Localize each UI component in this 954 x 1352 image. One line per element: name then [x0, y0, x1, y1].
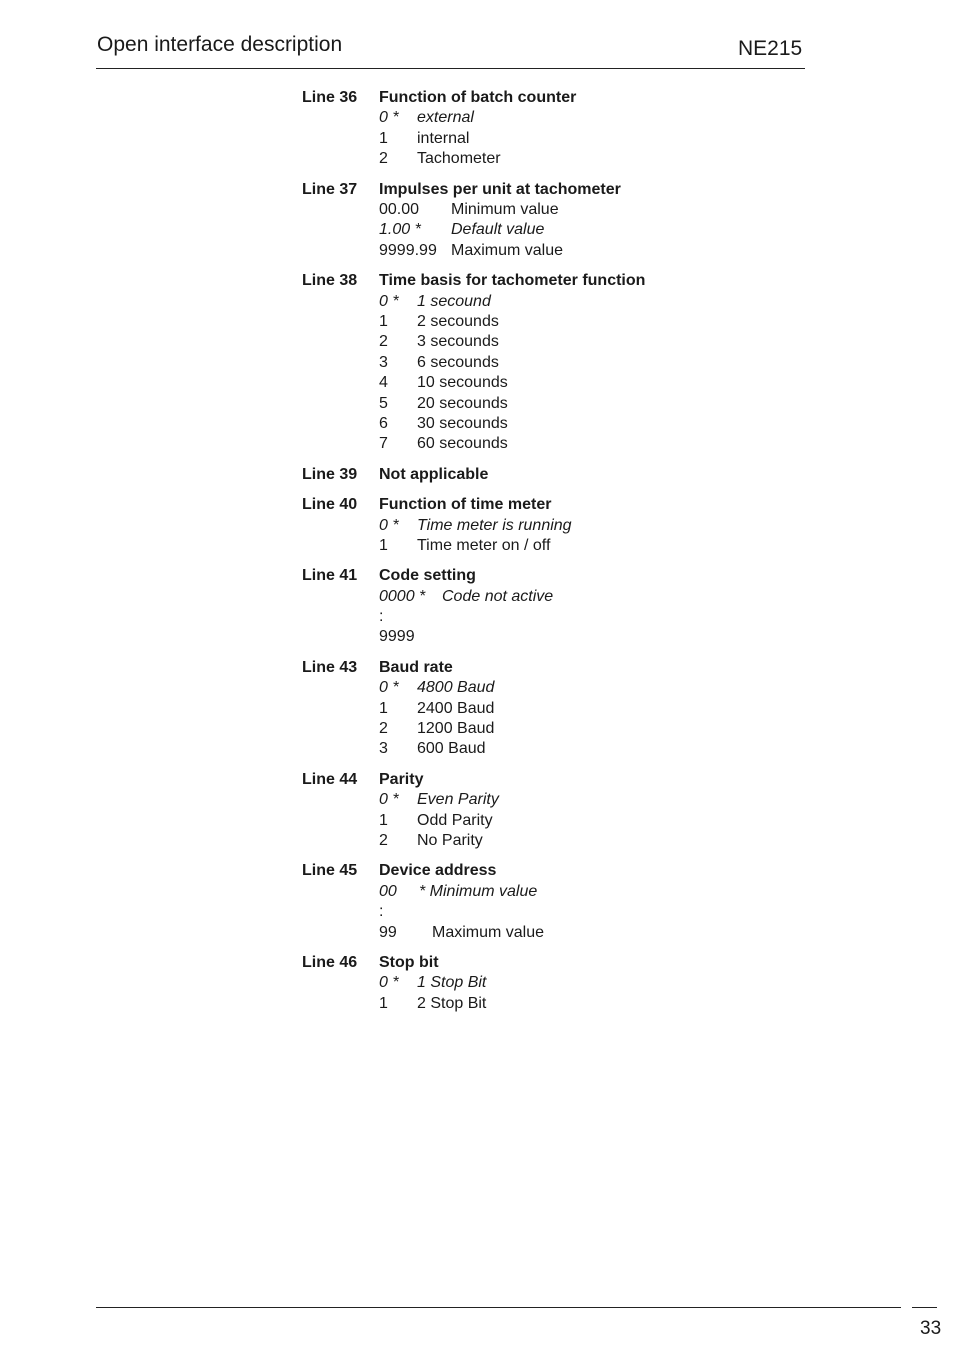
- option-row: [379, 973, 954, 993]
- option-description: 1 secound: [417, 292, 491, 310]
- option-code: 7: [379, 435, 388, 453]
- option-row: [379, 994, 954, 1014]
- line-number: Line 37: [302, 180, 358, 198]
- option-row: [379, 719, 954, 739]
- option-description: Time meter is running: [417, 516, 572, 534]
- option-row: [379, 923, 954, 943]
- option-description: 2400 Baud: [417, 699, 495, 717]
- option-code: 5: [379, 394, 388, 412]
- option-description: Even Parity: [417, 791, 499, 809]
- option-code: 1: [379, 536, 388, 554]
- option-row: [379, 108, 954, 128]
- section-body: [379, 566, 954, 648]
- section-body: [379, 953, 954, 1014]
- option-row: [379, 516, 954, 536]
- option-row: [379, 678, 954, 698]
- option-code: 2: [379, 333, 388, 351]
- option-row: [379, 627, 954, 647]
- option-row: [379, 902, 954, 922]
- line-number: Line 43: [302, 658, 358, 676]
- parameter-section: [0, 88, 954, 170]
- option-row: [379, 831, 954, 851]
- page-number: 33: [920, 1318, 942, 1339]
- parameter-section: [0, 861, 954, 943]
- option-row: [379, 292, 954, 312]
- option-description: 60 secounds: [417, 435, 508, 453]
- option-code: 0 *: [379, 974, 399, 992]
- option-description: 4800 Baud: [417, 679, 495, 697]
- section-title: Function of time meter: [379, 496, 552, 514]
- option-description: Tachometer: [417, 150, 501, 168]
- line-number: Line 44: [302, 770, 358, 788]
- option-description: 6 secounds: [417, 353, 499, 371]
- option-description: 10 secounds: [417, 374, 508, 392]
- option-description: Odd Parity: [417, 811, 493, 829]
- parameter-section: [0, 495, 954, 556]
- option-code: 2: [379, 150, 388, 168]
- option-description: 2 Stop Bit: [417, 994, 487, 1012]
- option-description: Maximum value: [451, 241, 564, 259]
- option-code: 4: [379, 374, 388, 392]
- option-description: No Parity: [417, 832, 483, 850]
- option-description: Time meter on / off: [417, 536, 551, 554]
- section-title: Baud rate: [379, 658, 453, 676]
- header-rule: [96, 68, 805, 69]
- option-row: [379, 699, 954, 719]
- footer-rule-short: [912, 1307, 937, 1308]
- parameter-list: [0, 88, 954, 1024]
- section-title: Parity: [379, 770, 424, 788]
- option-code: 3: [379, 740, 388, 758]
- option-code: 1.00 *: [379, 221, 421, 239]
- section-title: Impulses per unit at tachometer: [379, 180, 621, 198]
- option-description: 600 Baud: [417, 740, 486, 758]
- option-row: [379, 220, 954, 240]
- option-code: 99: [379, 923, 397, 941]
- line-number: Line 40: [302, 496, 358, 514]
- parameter-section: [0, 566, 954, 648]
- parameter-section: [0, 770, 954, 852]
- option-row: [379, 394, 954, 414]
- parameter-section: [0, 465, 954, 485]
- line-number: Line 36: [302, 89, 358, 106]
- option-code: 00: [379, 882, 397, 900]
- option-code: 0 *: [379, 292, 399, 310]
- option-row: [379, 414, 954, 434]
- parameter-section: [0, 953, 954, 1014]
- footer-rule: [96, 1307, 901, 1308]
- option-description: internal: [417, 129, 470, 147]
- parameter-section: [0, 658, 954, 760]
- option-description: Maximum value: [432, 923, 545, 941]
- option-code: 2: [379, 720, 388, 738]
- option-code: 2: [379, 832, 388, 850]
- option-row: [379, 332, 954, 352]
- option-row: [379, 373, 954, 393]
- option-description: Minimum value: [451, 200, 559, 218]
- option-row: [379, 241, 954, 261]
- line-number: Line 46: [302, 953, 358, 971]
- option-code: :: [379, 608, 384, 626]
- section-title: Function of batch counter: [379, 89, 577, 106]
- option-row: [379, 739, 954, 759]
- section-body: [379, 770, 954, 852]
- option-code: 1: [379, 699, 388, 717]
- section-body: [379, 658, 954, 760]
- option-description: 30 secounds: [417, 414, 508, 432]
- option-code: 1: [379, 129, 388, 147]
- section-body: [379, 495, 954, 556]
- option-row: [379, 587, 954, 607]
- document-title: Open interface description: [97, 33, 343, 56]
- option-description: * Minimum value: [419, 882, 538, 900]
- option-row: [379, 882, 954, 902]
- option-row: [379, 434, 954, 454]
- option-description: 3 secounds: [417, 333, 499, 351]
- line-number: Line 45: [302, 862, 358, 880]
- option-row: [379, 312, 954, 332]
- option-description: external: [417, 109, 474, 127]
- section-body: [379, 861, 954, 943]
- section-title: Code setting: [379, 567, 476, 585]
- option-code: 0000 *: [379, 587, 426, 605]
- option-row: [379, 607, 954, 627]
- option-description: 2 secounds: [417, 312, 499, 330]
- section-title: Not applicable: [379, 465, 489, 483]
- section-body: [379, 88, 954, 170]
- option-row: [379, 149, 954, 169]
- option-code: 1: [379, 811, 388, 829]
- option-row: [379, 353, 954, 373]
- option-code: :: [379, 903, 384, 921]
- option-description: 1200 Baud: [417, 720, 495, 738]
- parameter-section: [0, 180, 954, 262]
- option-code: 0 *: [379, 791, 399, 809]
- option-code: 9999.99: [379, 241, 437, 259]
- section-title: Device address: [379, 862, 497, 880]
- parameter-section: [0, 271, 954, 455]
- option-row: [379, 811, 954, 831]
- option-code: 1: [379, 312, 388, 330]
- option-code: 00.00: [379, 200, 420, 218]
- option-description: 1 Stop Bit: [417, 974, 487, 992]
- option-code: 0 *: [379, 516, 399, 534]
- option-code: 0 *: [379, 109, 399, 127]
- line-number: Line 38: [302, 272, 358, 290]
- option-row: [379, 790, 954, 810]
- section-body: [379, 180, 954, 262]
- section-title: Time basis for tachometer function: [379, 272, 646, 290]
- line-number: Line 41: [302, 567, 358, 585]
- section-body: [379, 271, 954, 455]
- section-body: [379, 465, 954, 485]
- line-number: Line 39: [302, 465, 358, 483]
- option-description: Code not active: [442, 587, 554, 605]
- option-code: 3: [379, 353, 388, 371]
- option-description: 20 secounds: [417, 394, 508, 412]
- option-code: 9999: [379, 628, 415, 646]
- option-code: 6: [379, 414, 388, 432]
- option-row: [379, 129, 954, 149]
- option-code: 1: [379, 994, 388, 1012]
- section-title: Stop bit: [379, 953, 439, 971]
- option-row: [379, 200, 954, 220]
- option-code: 0 *: [379, 679, 399, 697]
- option-row: [379, 536, 954, 556]
- option-description: Default value: [451, 221, 545, 239]
- model-name: NE215: [738, 37, 803, 60]
